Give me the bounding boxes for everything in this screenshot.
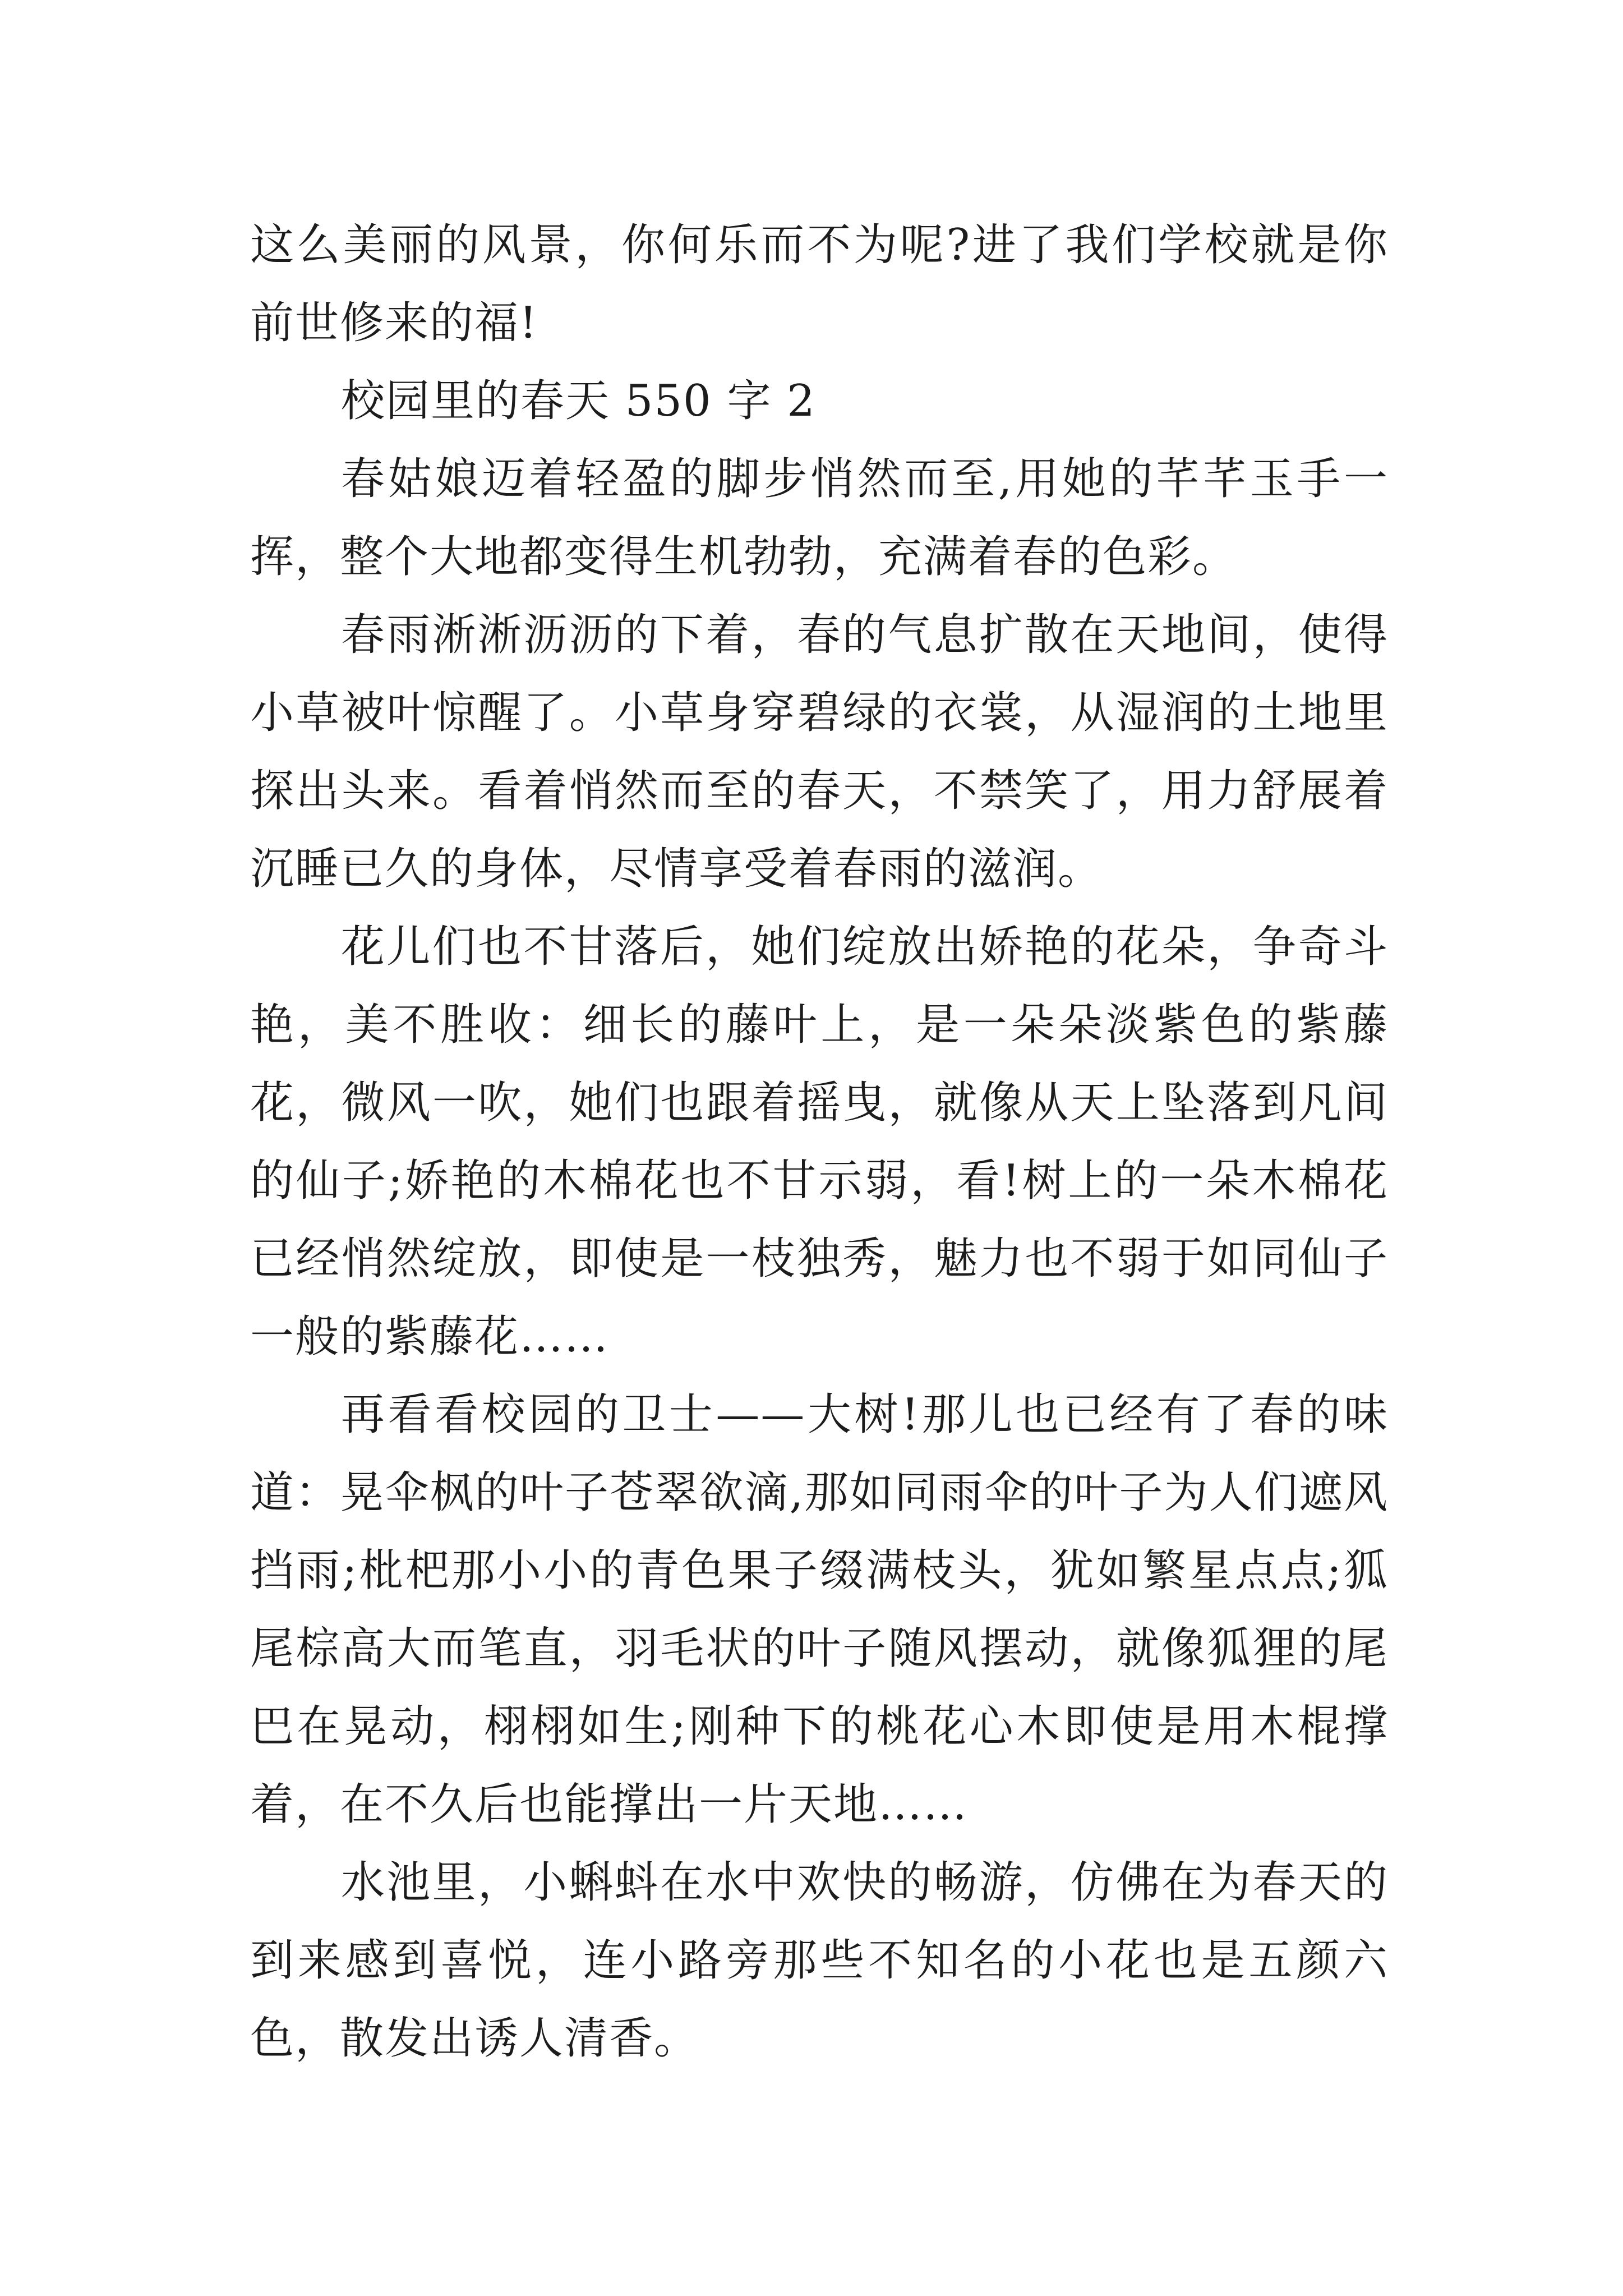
paragraph-intro-ending: 这么美丽的风景，你何乐而不为呢?进了我们学校就是你前世修来的福! xyxy=(250,220,1389,348)
paragraph-trees: 再看看校园的卫士——大树!那儿也已经有了春的味道：晃伞枫的叶子苍翠欲滴,那如同雨伞的叶子为人们遮风挡雨;枇杷那小小的青色果子缀满枝头，犹如繁星点点;狐尾棕高大而笔直，羽毛状的叶子随风摆动，就像狐狸的尾巴在晃动，栩栩如生;刚种下的桃花心木即使是用木棍撑着，在不久后也能撑出一片天地…… xyxy=(250,1389,1389,1830)
paragraph-pond: 水池里，小蝌蚪在水中欢快的畅游，仿佛在为春天的到来感到喜悦，连小路旁那些不知名的小花也是五颜六色，散发出诱人清香。 xyxy=(250,1857,1389,2064)
document-body xyxy=(250,206,1389,2078)
paragraph-spring-arrives: 春姑娘迈着轻盈的脚步悄然而至,用她的芊芊玉手一挥，整个大地都变得生机勃勃，充满着春的色彩。 xyxy=(250,454,1389,582)
section-heading: 校园里的春天 550 字 2 xyxy=(341,376,816,426)
paragraph-flowers: 花儿们也不甘落后，她们绽放出娇艳的花朵，争奇斗艳，美不胜收：细长的藤叶上，是一朵朵淡紫色的紫藤花，微风一吹，她们也跟着摇曳，就像从天上坠落到凡间的仙子;娇艳的木棉花也不甘示弱，看!树上的一朵木棉花已经悄然绽放，即使是一枝独秀，魅力也不弱于如同仙子一般的紫藤花…… xyxy=(250,922,1389,1362)
paragraph-spring-rain: 春雨淅淅沥沥的下着，春的气息扩散在天地间，使得小草被叶惊醒了。小草身穿碧绿的衣裳，从湿润的土地里探出头来。看着悄然而至的春天，不禁笑了，用力舒展着沉睡已久的身体，尽情享受着春雨的滋润。 xyxy=(250,610,1389,894)
